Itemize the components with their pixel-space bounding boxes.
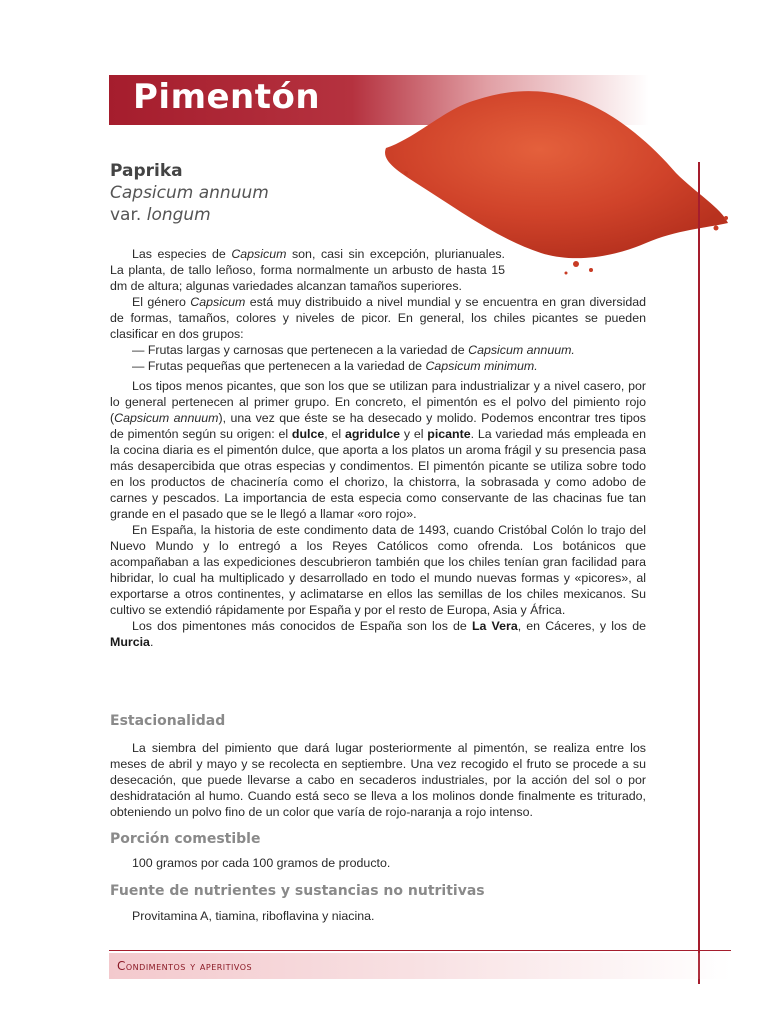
vertical-rule [698,162,700,984]
paragraph-1: Las especies de Capsicum son, casi sin excepción, plurianuales. La planta, de tallo leñoso, forma normalmente un arbusto de hasta 15 dm de altura; algunas variedades alcanzan tamaños superiores. [110,247,505,293]
edible-portion-heading: Porción comestible [110,831,261,847]
nutrients-text: Provitamina A, tiamina, riboflavina y niacina. [132,909,375,923]
edible-portion-text: 100 gramos por cada 100 gramos de producto. [132,856,391,870]
species-names [110,160,269,226]
footer-banner [109,953,731,979]
common-name: Paprika [110,161,183,181]
footer-title: Condimentos y aperitivos [117,959,253,973]
page-title: Pimentón [133,77,321,117]
paragraph-2: El género Capsicum está muy distribuido a nivel mundial y se encuentra en gran diversidad de formas, tamaños, colores y niveles de picor. En general, los chiles picantes se pueden clasificar en dos grupos: [110,295,646,341]
seasonality-text: La siembra del pimiento que dará lugar posteriormente al pimentón, se realiza entre los meses de abril y mayo y se recolecta en septiembre. Una vez recogido el fruto se procede a su desecación, que puede llevarse a cabo en secaderos industriales, por la acción del sol o por deshidratación al humo. Cuando está seco se lleva a los molinos donde finalmente es triturado, obteniendo un polvo fino de un color que varía de rojo-naranja a rojo intenso. [110,741,646,819]
nutrients-heading: Fuente de nutrientes y sustancias no nutritivas [110,883,485,899]
seasonality-heading: Estacionalidad [110,713,226,729]
paragraph-3: Los tipos menos picantes, que son los que se utilizan para industrializar y a nivel casero, por lo general pertenecen al primer grupo. En concreto, el pimentón es el polvo del pimiento rojo (Capsicum annuum), una vez que éste se ha desecado y molido. Podemos encontrar tres tipos de pimentón según su origen: el dulce, el agridulce y el picante. La variedad más empleada en la cocina diaria es el pimentón dulce, que aporta a los platos un aroma frágil y su presencia pasa más desapercibida que otras especias y condimentos. El pimentón picante se utiliza sobre todo en los productos de chacinería como el chorizo, la chistorra, la sobrasada y como adobo de carnes y pescados. La importancia de esta especia como conservante de las chacinas fue tan grande en el pasado que se le llegó a llamar «oro rojo». [110,379,646,521]
variety-name: var. longum [110,205,211,225]
list-item: — Frutas largas y carnosas que pertenecen a la variedad de Capsicum annuum. [132,343,575,357]
paragraph-4: En España, la historia de este condimento data de 1493, cuando Cristóbal Colón lo trajo del Nuevo Mundo y lo entregó a los Reyes Católicos como ofrenda. Los botánicos que acompañaban a las expediciones descubrieron también que los chiles tenían gran facilidad para hibridar, lo cual ha multiplicado y desarrollado en todo el mundo nuevas formas y «picores», al exportarse a otros continentes, y aclimatarse en ellos las semillas de los chiles mexicanos. Su cultivo se extendió rápidamente por España y por el resto de Europa, Asia y África. [110,523,646,617]
intro-text [110,246,646,650]
footer-rule [109,950,731,951]
list-item: — Frutas pequeñas que pertenecen a la variedad de Capsicum minimum. [132,359,538,373]
paragraph-5: Los dos pimentones más conocidos de España son los de La Vera, en Cáceres, y los de Murcia. [110,619,646,649]
scientific-name: Capsicum annuum [110,183,269,203]
